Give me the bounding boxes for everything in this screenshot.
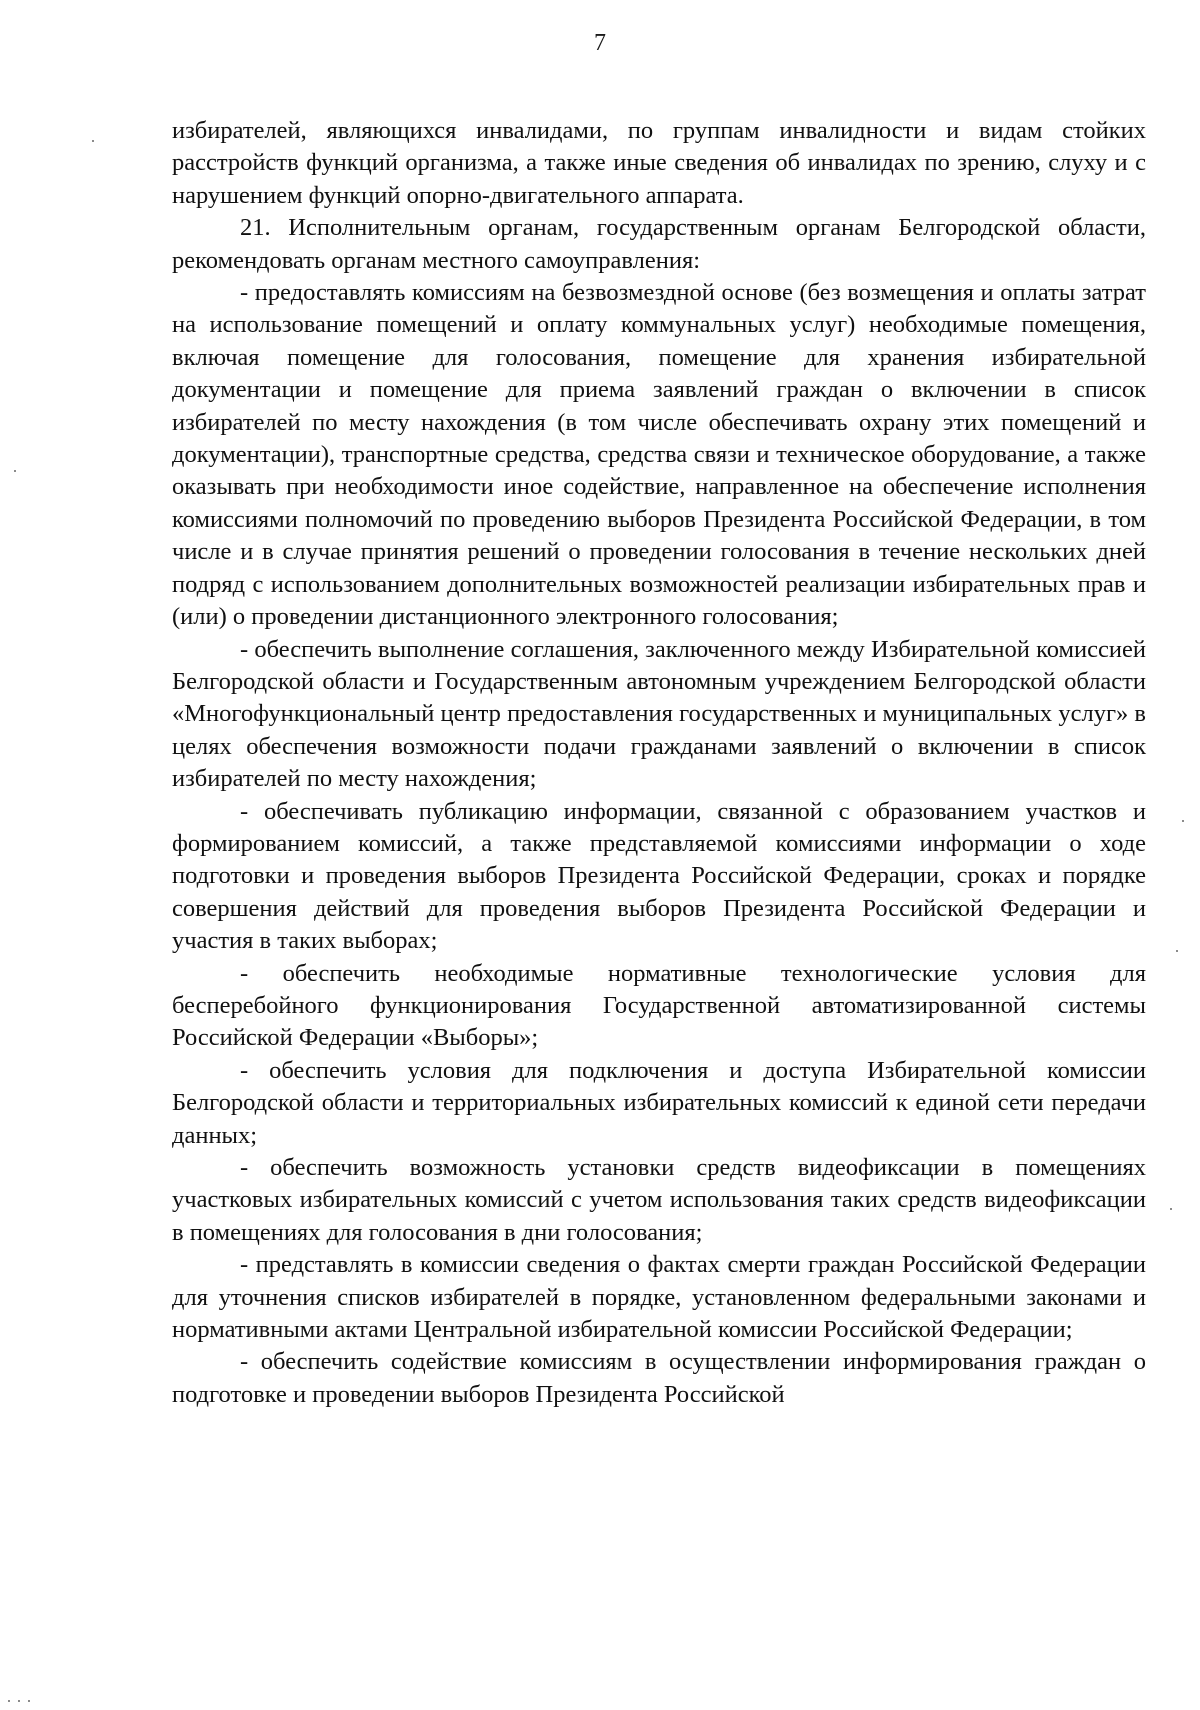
page-number: 7 bbox=[594, 30, 606, 56]
scan-speck bbox=[92, 140, 94, 142]
scan-speck bbox=[1182, 820, 1184, 822]
paragraph-death-records: - представлять в комиссии сведения о фактах смерти граждан Российской Федерации для уточнения списков избирателей в порядке, установленном федеральными законами и нормативными актами Центральной избирательной комиссии Российской Федерации; bbox=[172, 1251, 1146, 1344]
document-body bbox=[172, 115, 1146, 1411]
scan-speck bbox=[18, 1700, 20, 1702]
paragraph-provide-premises: - предоставлять комиссиям на безвозмездной основе (без возмещения и оплаты затрат на использование помещений и оплату коммунальных услуг) необходимые помещения, включая помещение для голосования, помещение для хранения избирательной документации и помещение для приема заявлений граждан о включении в список избирателей по месту нахождения (в том числе обеспечивать охрану этих помещений и документации), транспортные средства, средства связи и техническое оборудование, а также оказывать при необходимости иное содействие, направленное на обеспечение исполнения комиссиями полномочий по проведению выборов Президента Российской Федерации, в том числе и в случае принятия решений о проведении голосования в течение нескольких дней подряд с использованием дополнительных возможностей реализации избирательных прав и (или) о проведении дистанционного электронного голосования; bbox=[172, 279, 1146, 631]
paragraph-continuation: избирателей, являющихся инвалидами, по группам инвалидности и видам стойких расстройств функций организма, а также иные сведения об инвалидах по зрению, слуху и с нарушением функций опорно-двигательного аппарата. bbox=[172, 117, 1146, 209]
paragraph-video-recording: - обеспечить возможность установки средств видеофиксации в помещениях участковых избирательных комиссий с учетом использования таких средств видеофиксации в помещениях для голосования в дни голосования; bbox=[172, 1154, 1146, 1246]
scan-speck bbox=[1170, 1208, 1172, 1210]
scan-speck bbox=[8, 1700, 10, 1702]
scan-speck bbox=[28, 1700, 30, 1702]
paragraph-informing: - обеспечить содействие комиссиям в осуществлении информирования граждан о подготовке и проведении выборов Президента Российской bbox=[172, 1348, 1146, 1408]
scan-speck bbox=[1176, 950, 1178, 952]
paragraph-mfc-agreement: - обеспечить выполнение соглашения, заключенного между Избирательной комиссией Белгородской области и Государственным автономным учреждением Белгородской области «Многофункциональный центр предоставления государственных и муниципальных услуг» в целях обеспечения возможности подачи гражданами заявлений о включении в список избирателей по месту нахождения; bbox=[172, 635, 1146, 793]
paragraph-network-access: - обеспечить условия для подключения и доступа Избирательной комиссии Белгородской области и территориальных избирательных комиссий к единой сети передачи данных; bbox=[172, 1056, 1146, 1149]
paragraph-item-21: 21. Исполнительным органам, государственным органам Белгородской области, рекомендовать органам местного самоуправления: bbox=[172, 214, 1146, 274]
paragraph-gas-vybory: - обеспечить необходимые нормативные технологические условия для бесперебойного функционирования Государственной автоматизированной системы Российской Федерации «Выборы»; bbox=[172, 959, 1146, 1052]
paragraph-publication: - обеспечивать публикацию информации, связанной с образованием участков и формированием комиссий, а также представляемой комиссиями информации о ходе подготовки и проведения выборов Президента Российской Федерации, сроках и порядке совершения действий для проведения выборов Президента Российской Федерации и участия в таких выборах; bbox=[172, 797, 1146, 955]
scan-speck bbox=[14, 470, 16, 472]
